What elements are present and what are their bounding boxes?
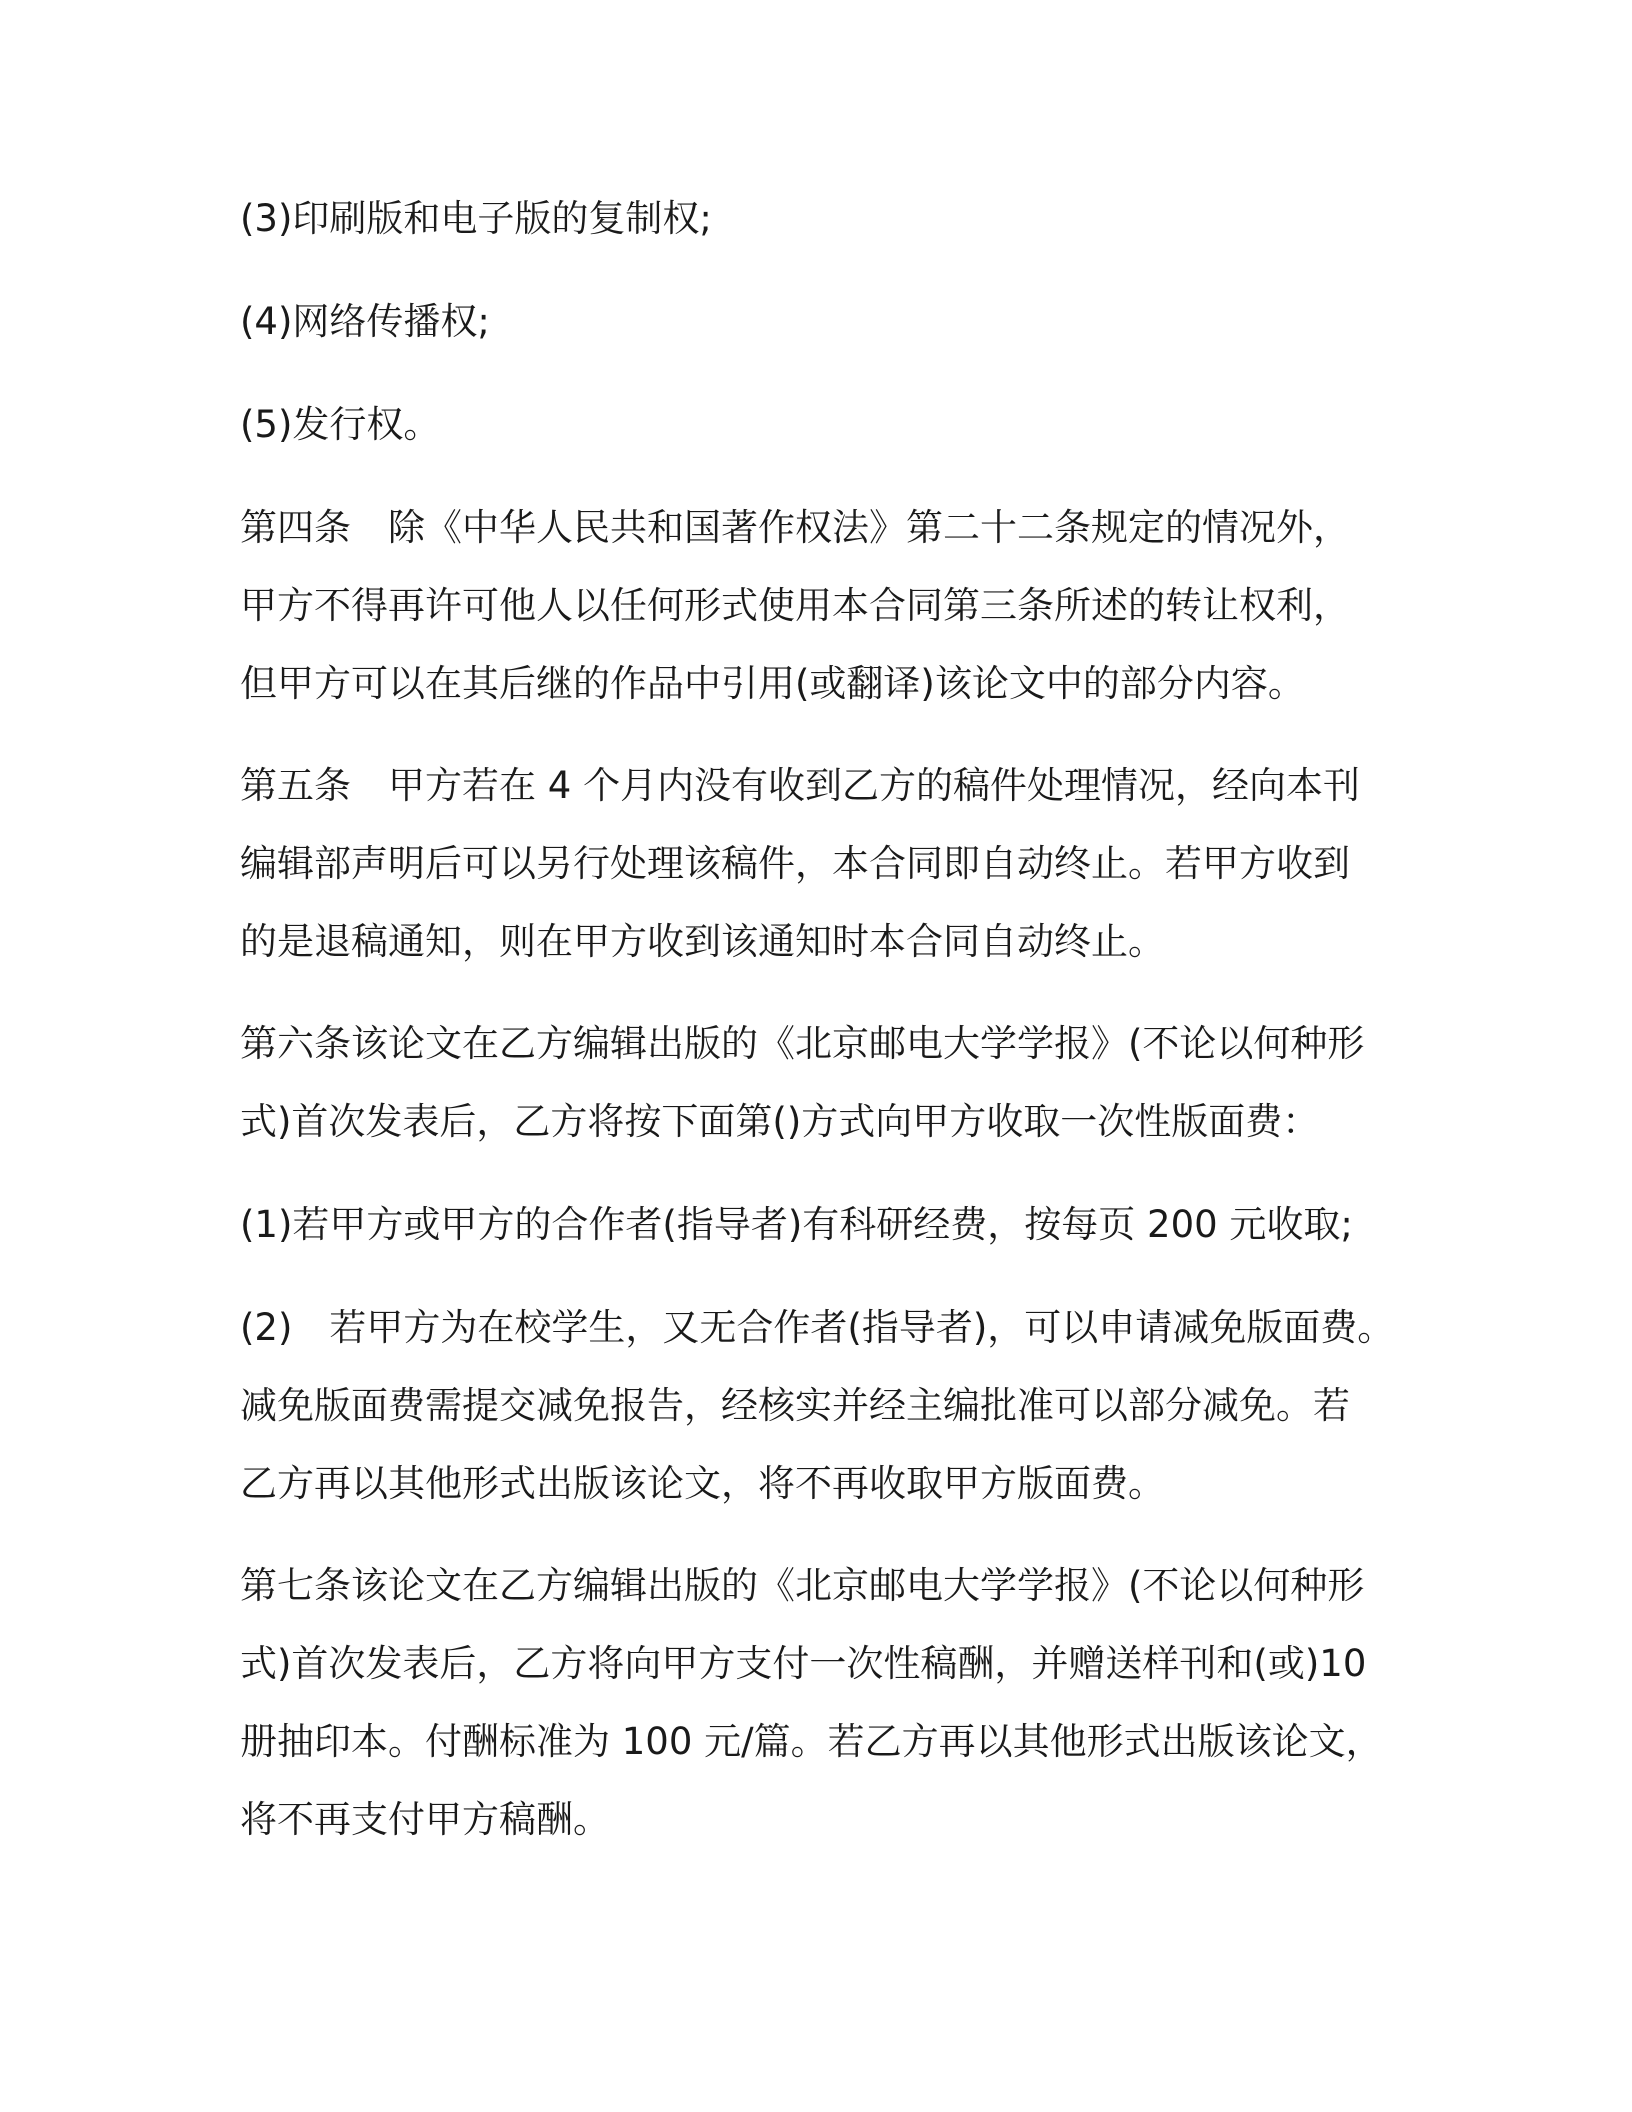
text-line: 但甲方可以在其后继的作品中引用(或翻译)该论文中的部分内容。 (240, 662, 1305, 705)
clause-5 (240, 747, 1380, 981)
text-line: 第五条 甲方若在 4 个月内没有收到乙方的稿件处理情况，经向本刊 (240, 764, 1361, 807)
text-line: (1)若甲方或甲方的合作者(指导者)有科研经费，按每页 200 元收取; (240, 1203, 1353, 1246)
text-line: 册抽印本。付酬标准为 100 元/篇。若乙方再以其他形式出版该论文， (240, 1720, 1383, 1763)
text-line: 甲方不得再许可他人以任何形式使用本合同第三条所述的转让权利， (240, 584, 1350, 627)
text-line: 第四条 除《中华人民共和国著作权法》第二十二条规定的情况外， (240, 506, 1350, 549)
clause-6-item-1 (240, 1186, 1380, 1264)
text-line: 第七条该论文在乙方编辑出版的《北京邮电大学学报》(不论以何种形 (240, 1564, 1365, 1607)
text-line: 编辑部声明后可以另行处理该稿件，本合同即自动终止。若甲方收到 (240, 842, 1350, 885)
clause-3-item-3 (240, 180, 1380, 258)
text-line: (4)网络传播权; (240, 300, 490, 343)
clause-3-item-4 (240, 283, 1380, 361)
clause-7 (240, 1547, 1383, 1859)
text-line: 减免版面费需提交减免报告，经核实并经主编批准可以部分减免。若 (240, 1384, 1350, 1427)
text-line: (5)发行权。 (240, 403, 441, 446)
text-line: 式)首次发表后，乙方将按下面第()方式向甲方收取一次性版面费： (240, 1100, 1320, 1143)
text-line: (3)印刷版和电子版的复制权; (240, 197, 712, 240)
text-line: 将不再支付甲方稿酬。 (240, 1798, 610, 1841)
clause-6-item-2 (240, 1289, 1395, 1523)
text-line: 式)首次发表后，乙方将向甲方支付一次性稿酬，并赠送样刊和(或)10 (240, 1642, 1367, 1685)
text-line: (2) 若甲方为在校学生，又无合作者(指导者)，可以申请减免版面费。 (240, 1306, 1395, 1349)
clause-6 (240, 1005, 1380, 1161)
clause-3-item-5 (240, 386, 1380, 464)
text-line: 乙方再以其他形式出版该论文，将不再收取甲方版面费。 (240, 1462, 1165, 1505)
text-line: 第六条该论文在乙方编辑出版的《北京邮电大学学报》(不论以何种形 (240, 1022, 1365, 1065)
text-line: 的是退稿通知，则在甲方收到该通知时本合同自动终止。 (240, 920, 1165, 963)
clause-4 (240, 489, 1380, 723)
